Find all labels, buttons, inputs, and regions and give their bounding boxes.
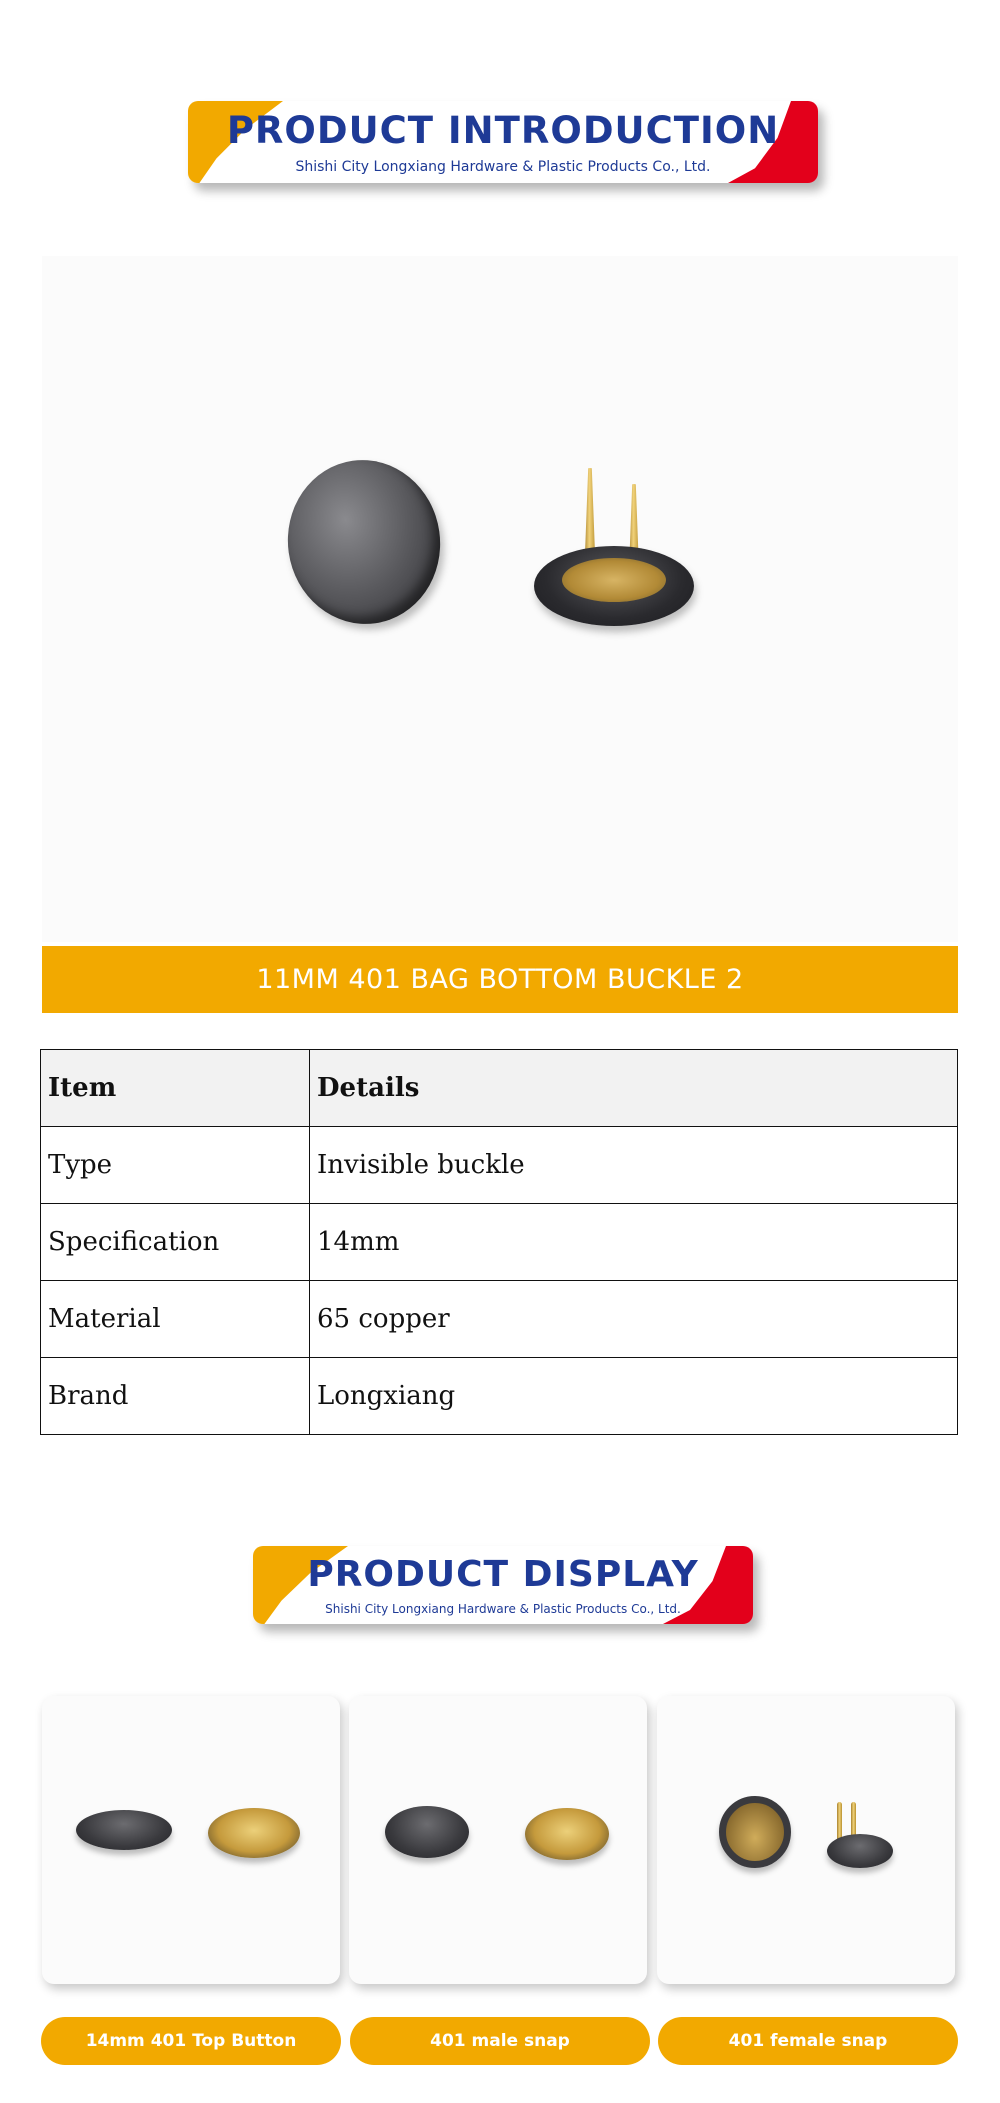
table-cell-item: Material [41, 1281, 310, 1358]
table-cell-item: Type [41, 1127, 310, 1204]
banner-title: PRODUCT INTRODUCTION [226, 109, 780, 152]
table-cell-details: 14mm [310, 1204, 958, 1281]
female-snap-back-image [827, 1834, 893, 1868]
product-title-bar: 11MM 401 BAG BOTTOM BUCKLE 2 [42, 946, 958, 1013]
table-cell-details: 65 copper [310, 1281, 958, 1358]
button-cap-image [277, 450, 450, 634]
product-introduction-banner [188, 101, 818, 183]
male-snap-back-image [525, 1808, 609, 1860]
display-card-male-snap[interactable] [349, 1696, 647, 1984]
button-back-inner [562, 558, 666, 602]
table-row [41, 1358, 958, 1435]
female-snap-front-image [719, 1796, 791, 1868]
button-back-image [534, 546, 694, 626]
table-row [41, 1204, 958, 1281]
table-row [41, 1127, 958, 1204]
banner-title: PRODUCT DISPLAY [307, 1554, 699, 1595]
table-header-row [41, 1050, 958, 1127]
table-cell-details: Longxiang [310, 1358, 958, 1435]
table-header-cell: Details [310, 1050, 958, 1127]
spec-table [40, 1049, 958, 1435]
table-cell-item: Specification [41, 1204, 310, 1281]
product-photo [42, 256, 958, 942]
display-label-top-button[interactable]: 14mm 401 Top Button [41, 2017, 341, 2065]
display-card-female-snap[interactable] [657, 1696, 955, 1984]
product-display-banner [253, 1546, 753, 1624]
button-cap-image [76, 1810, 172, 1850]
table-cell-details: Invisible buckle [310, 1127, 958, 1204]
table-header-cell: Item [41, 1050, 310, 1127]
male-snap-front-image [385, 1806, 469, 1858]
display-label-female-snap[interactable]: 401 female snap [658, 2017, 958, 2065]
display-card-top-button[interactable] [42, 1696, 340, 1984]
banner-subtitle: Shishi City Longxiang Hardware & Plastic Products Co., Ltd. [325, 1602, 681, 1616]
table-cell-item: Brand [41, 1358, 310, 1435]
banner-subtitle: Shishi City Longxiang Hardware & Plastic Products Co., Ltd. [295, 159, 711, 175]
display-label-male-snap[interactable]: 401 male snap [350, 2017, 650, 2065]
button-back-image [208, 1808, 300, 1858]
table-row [41, 1281, 958, 1358]
